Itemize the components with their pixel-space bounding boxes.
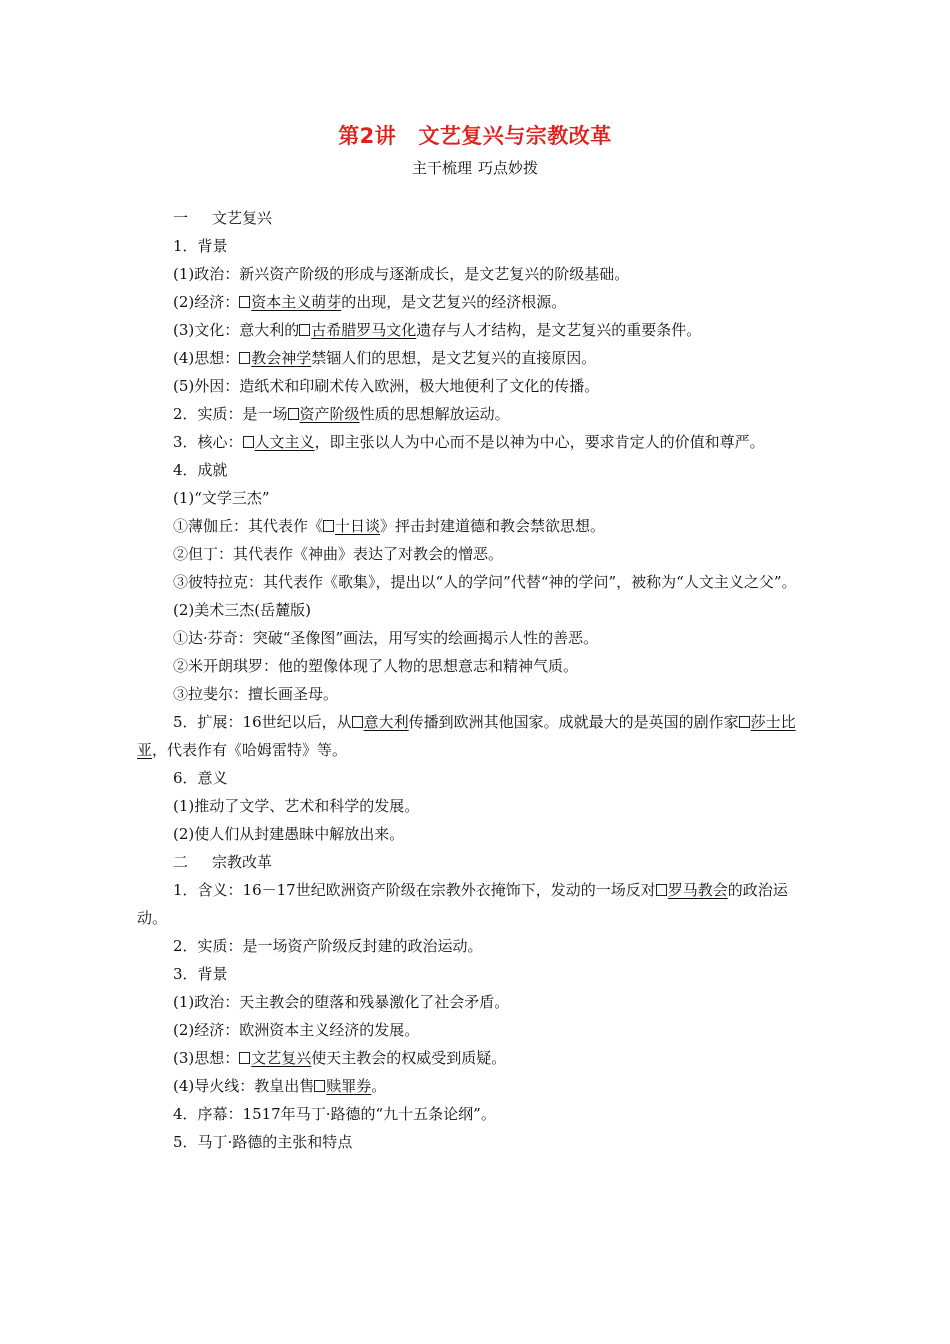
answer-text: 资本主义萌芽 bbox=[251, 293, 342, 311]
s2-luther-heading: 5．马丁·路德的主张和特点 bbox=[173, 1133, 353, 1151]
s1-art-3: ③拉斐尔：擅长画圣母。 bbox=[173, 685, 339, 703]
subtitle-part-2: 巧点妙拨 bbox=[478, 159, 539, 177]
blank-box bbox=[239, 296, 250, 308]
blank-box bbox=[314, 1080, 325, 1092]
lecture-number: 第2讲 bbox=[338, 124, 397, 148]
answer-text: 莎士比亚 bbox=[137, 713, 796, 759]
answer-text: 教会神学 bbox=[251, 349, 312, 367]
s1-significance-1: (1)推动了文学、艺术和科学的发展。 bbox=[173, 797, 420, 815]
blank-box bbox=[323, 520, 334, 532]
s1-significance-heading: 6．意义 bbox=[173, 769, 228, 787]
section-1-heading: 一 文艺复兴 bbox=[173, 209, 273, 227]
s1-background-4: (4)思想： 教会神学禁锢人们的思想，是文艺复兴的直接原因。 bbox=[173, 349, 597, 367]
s1-nature: 2．实质：是一场 资产阶级性质的思想解放运动。 bbox=[173, 405, 510, 423]
answer-text: 罗马教会 bbox=[667, 881, 728, 899]
s2-prelude: 4．序幕：1517年马丁·路德的“九十五条论纲”。 bbox=[173, 1105, 496, 1123]
s1-background-5: (5)外因：造纸术和印刷术传入欧洲，极大地便利了文化的传播。 bbox=[173, 377, 600, 395]
document-body bbox=[137, 204, 817, 1156]
page-title bbox=[0, 120, 950, 150]
s1-extension: 5．扩展：16世纪以后，从 意大利传播到欧洲其他国家。成就最大的是英国的剧作家 莎士比亚，代表作有《哈姆雷特》等。 bbox=[137, 713, 796, 759]
blank-box bbox=[352, 716, 363, 728]
s1-literature-3: ③彼特拉克：其代表作《歌集》，提出以“人的学问”代替“神的学问”，被称为“人文主义之父”。 bbox=[173, 573, 797, 591]
s1-achievements-heading: 4．成就 bbox=[173, 461, 228, 479]
s1-background-heading: 1．背景 bbox=[173, 237, 228, 255]
s1-background-3: (3)文化：意大利的 古希腊罗马文化遗存与人才结构，是文艺复兴的重要条件。 bbox=[173, 321, 702, 339]
s2-nature: 2．实质：是一场资产阶级反封建的政治运动。 bbox=[173, 937, 483, 955]
answer-text: 十日谈 bbox=[335, 517, 381, 535]
answer-text: 古希腊罗马文化 bbox=[311, 321, 417, 339]
blank-box bbox=[239, 1052, 250, 1064]
s1-literature-heading: (1)“文学三杰” bbox=[173, 489, 270, 507]
answer-text: 赎罪券 bbox=[326, 1077, 372, 1095]
s1-background-1: (1)政治：新兴资产阶级的形成与逐渐成长，是文艺复兴的阶级基础。 bbox=[173, 265, 630, 283]
lecture-topic: 文艺复兴与宗教改革 bbox=[418, 124, 612, 148]
blank-box bbox=[288, 408, 299, 420]
subtitle-part-1: 主干梳理 bbox=[411, 159, 472, 177]
s1-literature-1: ①薄伽丘：其代表作《 十日谈》抨击封建道德和教会禁欲思想。 bbox=[173, 517, 606, 535]
answer-text: 人文主义 bbox=[254, 433, 315, 451]
answer-text: 文艺复兴 bbox=[251, 1049, 312, 1067]
s2-definition: 1．含义：16－17世纪欧洲资产阶级在宗教外衣掩饰下，发动的一场反对 罗马教会的政治运动。 bbox=[137, 881, 788, 927]
blank-box bbox=[656, 884, 667, 896]
blank-box bbox=[239, 352, 250, 364]
answer-text: 资产阶级 bbox=[299, 405, 360, 423]
s1-background-2: (2)经济： 资本主义萌芽的出现，是文艺复兴的经济根源。 bbox=[173, 293, 567, 311]
s1-significance-2: (2)使人们从封建愚昧中解放出来。 bbox=[173, 825, 405, 843]
answer-text: 意大利 bbox=[363, 713, 409, 731]
blank-box bbox=[299, 324, 310, 336]
s2-background-2: (2)经济：欧洲资本主义经济的发展。 bbox=[173, 1021, 420, 1039]
s2-background-1: (1)政治：天主教会的堕落和残暴激化了社会矛盾。 bbox=[173, 993, 510, 1011]
page-subtitle bbox=[0, 157, 950, 178]
blank-box bbox=[739, 716, 750, 728]
s1-core: 3．核心： 人文主义，即主张以人为中心而不是以神为中心，要求肯定人的价值和尊严。 bbox=[173, 433, 765, 451]
blank-box bbox=[243, 436, 254, 448]
s2-background-3: (3)思想： 文艺复兴使天主教会的权威受到质疑。 bbox=[173, 1049, 507, 1067]
s2-background-4: (4)导火线：教皇出售 赎罪券。 bbox=[173, 1077, 387, 1095]
s1-literature-2: ②但丁：其代表作《神曲》表达了对教会的憎恶。 bbox=[173, 545, 504, 563]
s1-art-heading: (2)美术三杰(岳麓版) bbox=[173, 601, 311, 619]
section-2-heading: 二 宗教改革 bbox=[173, 853, 273, 871]
s2-background-heading: 3．背景 bbox=[173, 965, 228, 983]
s1-art-2: ②米开朗琪罗：他的塑像体现了人物的思想意志和精神气质。 bbox=[173, 657, 579, 675]
s1-art-1: ①达·芬奇：突破“圣像图”画法，用写实的绘画揭示人性的善恶。 bbox=[173, 629, 599, 647]
